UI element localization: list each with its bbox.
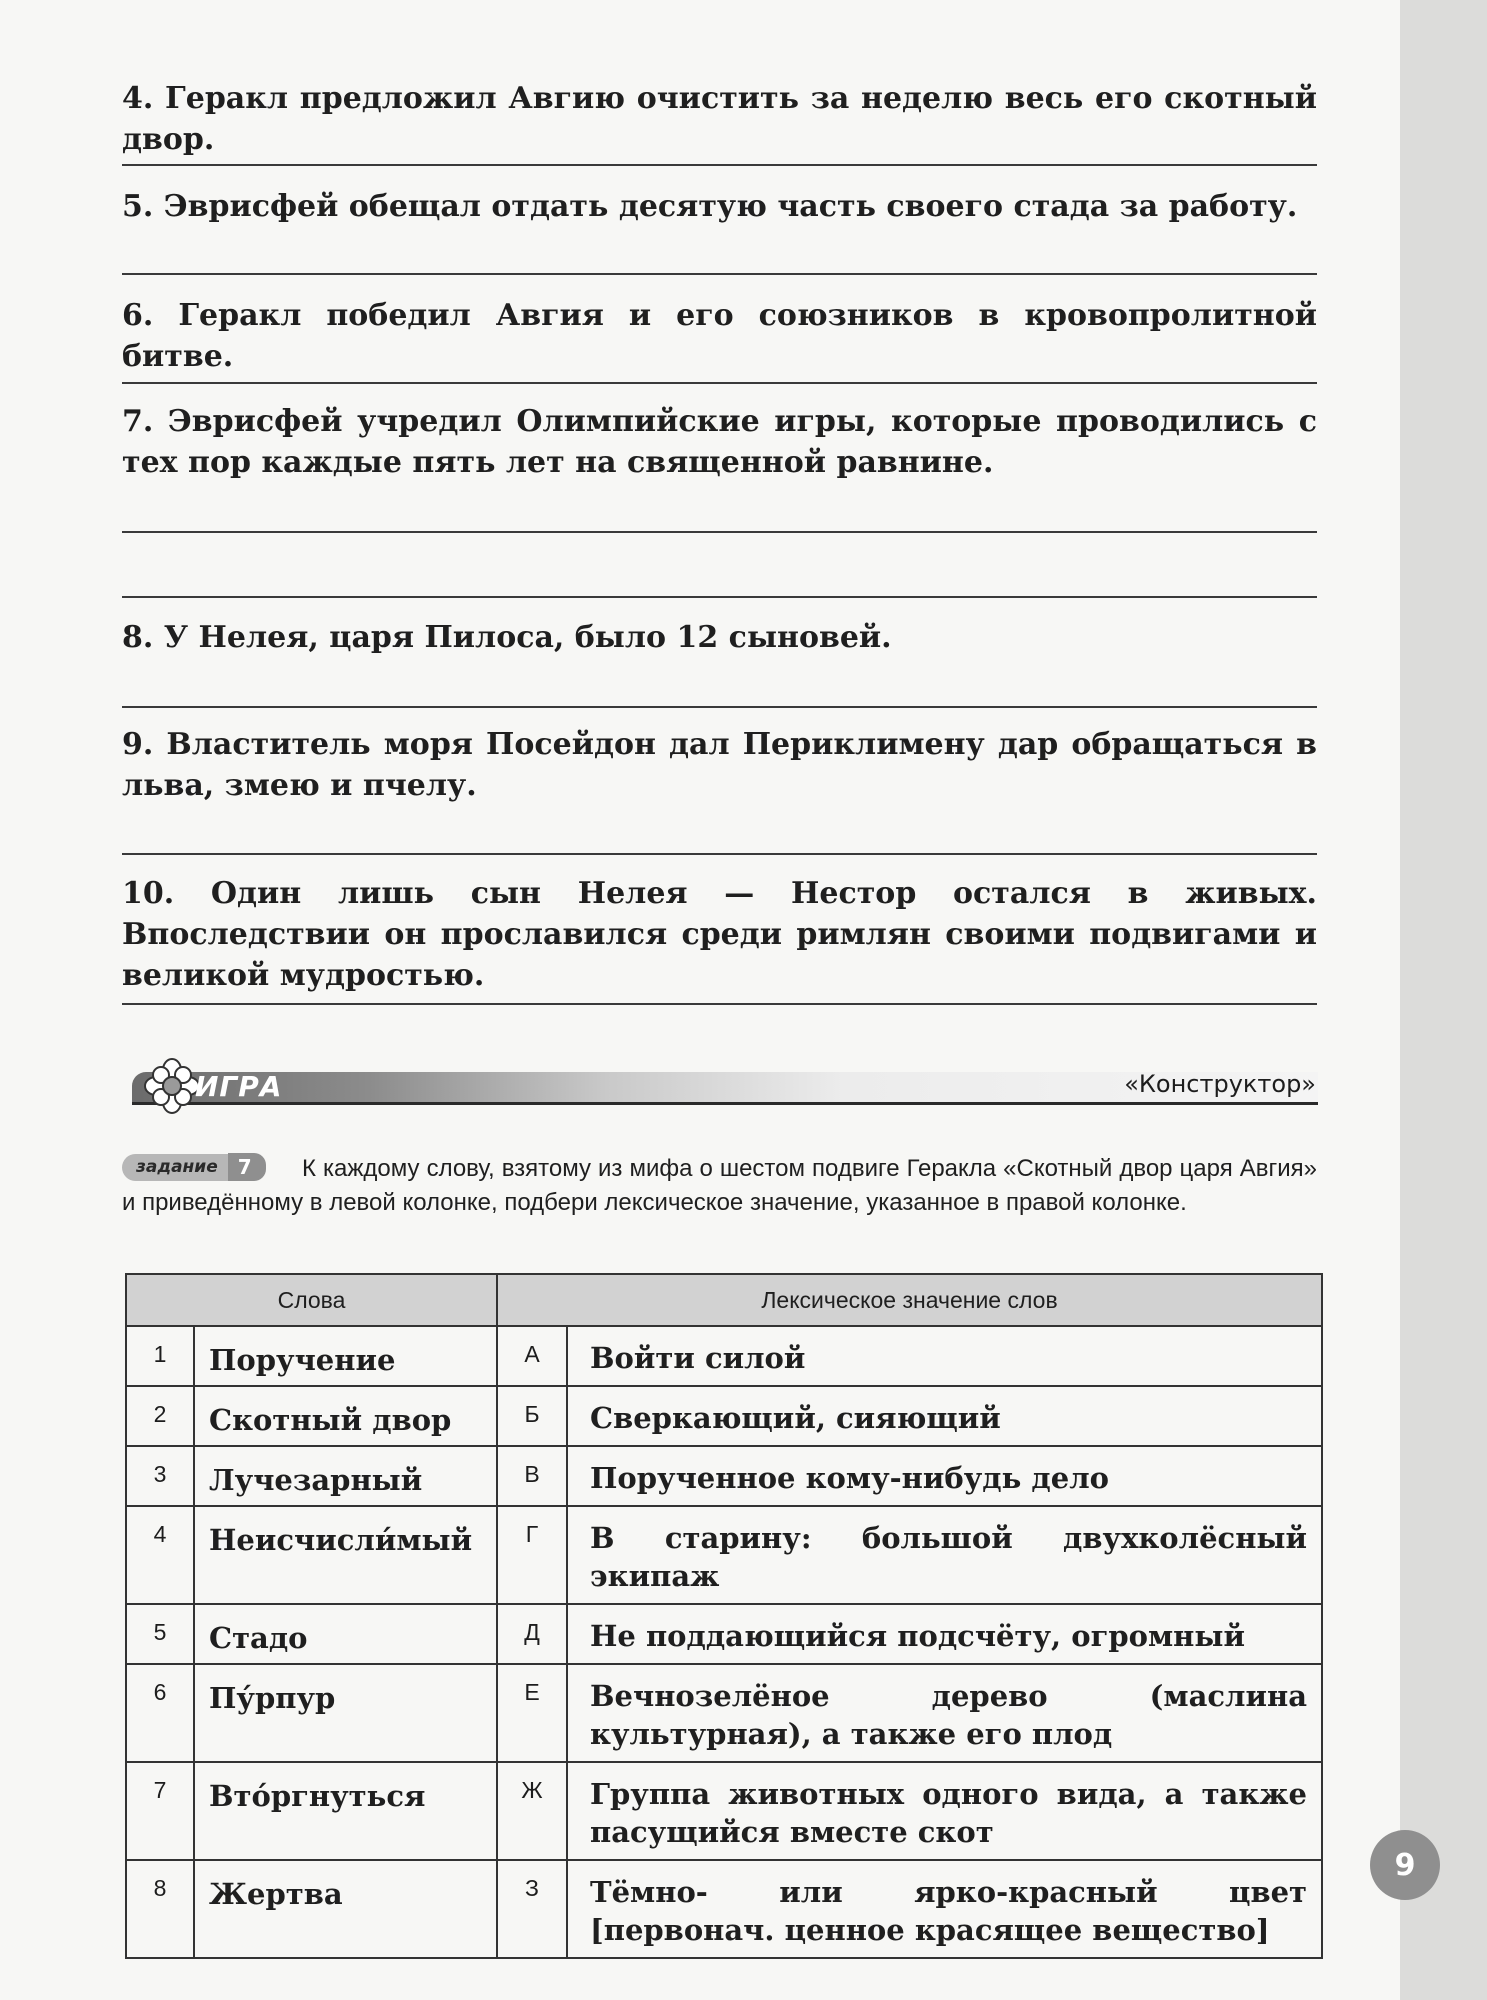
answer-line[interactable] bbox=[122, 273, 1317, 275]
statement-8: 8. У Нелея, царя Пилоса, было 12 сыновей. bbox=[122, 620, 892, 655]
row-letter: А bbox=[497, 1326, 567, 1386]
game-name: «Конструктор» bbox=[1124, 1070, 1316, 1098]
row-word: Лучезарный bbox=[194, 1446, 497, 1506]
answer-line[interactable] bbox=[122, 853, 1317, 855]
page-edge-shadow bbox=[1400, 0, 1487, 2000]
table-row bbox=[126, 1860, 1322, 1958]
row-number: 7 bbox=[126, 1762, 194, 1860]
row-number: 8 bbox=[126, 1860, 194, 1958]
row-number: 1 bbox=[126, 1326, 194, 1386]
row-number: 2 bbox=[126, 1386, 194, 1446]
row-letter: В bbox=[497, 1446, 567, 1506]
answer-line[interactable] bbox=[122, 382, 1317, 384]
row-word: Неисчисли́мый bbox=[194, 1506, 497, 1604]
table-row bbox=[126, 1762, 1322, 1860]
row-word: Жертва bbox=[194, 1860, 497, 1958]
row-letter: Б bbox=[497, 1386, 567, 1446]
row-word: Скотный двор bbox=[194, 1386, 497, 1446]
row-letter: Г bbox=[497, 1506, 567, 1604]
flower-icon bbox=[142, 1056, 202, 1116]
statement-4: 4. Геракл предложил Авгию очистить за неделю весь его скотный двор. bbox=[122, 81, 1317, 157]
row-meaning: Порученное кому-нибудь дело bbox=[567, 1446, 1322, 1506]
answer-line[interactable] bbox=[122, 596, 1317, 598]
page-number: 9 bbox=[1370, 1830, 1440, 1900]
matching-table bbox=[125, 1273, 1323, 1959]
row-letter: Ж bbox=[497, 1762, 567, 1860]
table-row bbox=[126, 1326, 1322, 1386]
answer-line[interactable] bbox=[122, 1003, 1317, 1005]
row-meaning: Вечнозелёное дерево (маслина культурная), а также его плод bbox=[567, 1664, 1322, 1762]
answer-line[interactable] bbox=[122, 164, 1317, 166]
row-number: 3 bbox=[126, 1446, 194, 1506]
statement-6: 6. Геракл победил Авгия и его союзников в кровопролитной битве. bbox=[122, 298, 1317, 374]
row-letter: Д bbox=[497, 1604, 567, 1664]
header-meanings: Лексическое значение слов bbox=[497, 1274, 1322, 1326]
table-row bbox=[126, 1506, 1322, 1604]
task-badge bbox=[122, 1152, 266, 1182]
game-section-banner bbox=[122, 1070, 1318, 1108]
statement-7: 7. Эврисфей учредил Олимпийские игры, которые проводились с тех пор каждые пять лет на священной равнине. bbox=[122, 404, 1317, 480]
statement-5: 5. Эврисфей обещал отдать десятую часть своего стада за работу. bbox=[122, 189, 1298, 224]
row-meaning: Сверкающий, сияющий bbox=[567, 1386, 1322, 1446]
row-meaning: В старину: большой двухколёсный экипаж bbox=[567, 1506, 1322, 1604]
row-meaning: Войти силой bbox=[567, 1326, 1322, 1386]
row-letter: З bbox=[497, 1860, 567, 1958]
answer-line[interactable] bbox=[122, 706, 1317, 708]
row-letter: Е bbox=[497, 1664, 567, 1762]
row-word: Пу́рпур bbox=[194, 1664, 497, 1762]
table-row bbox=[126, 1446, 1322, 1506]
answer-line[interactable] bbox=[122, 531, 1317, 533]
table-row bbox=[126, 1664, 1322, 1762]
row-word: Поручение bbox=[194, 1326, 497, 1386]
row-word: Стадо bbox=[194, 1604, 497, 1664]
table-row bbox=[126, 1386, 1322, 1446]
statement-9: 9. Властитель моря Посейдон дал Периклимену дар обращаться в льва, змею и пчелу. bbox=[122, 727, 1317, 803]
row-meaning: Не поддающийся подсчёту, огромный bbox=[567, 1604, 1322, 1664]
row-number: 4 bbox=[126, 1506, 194, 1604]
row-number: 6 bbox=[126, 1664, 194, 1762]
task-badge-number: 7 bbox=[228, 1153, 266, 1181]
header-words: Слова bbox=[126, 1274, 497, 1326]
table-row bbox=[126, 1604, 1322, 1664]
row-word: Вто́ргнуться bbox=[194, 1762, 497, 1860]
task-badge-label: задание bbox=[122, 1154, 228, 1181]
row-meaning: Группа животных одного вида, а также пасущийся вместе скот bbox=[567, 1762, 1322, 1860]
table-header-row bbox=[126, 1274, 1322, 1326]
task-instructions: К каждому слову, взятому из мифа о шестом подвиге Геракла «Скотный двор царя Авгия» и приведённому в левой колонке, подбери лексическое значение, указанное в правой колонке. bbox=[122, 1155, 1317, 1216]
row-meaning: Тёмно- или ярко-красный цвет [первонач. ценное красящее вещество] bbox=[567, 1860, 1322, 1958]
section-title: ИГРА bbox=[195, 1070, 283, 1103]
statement-10: 10. Один лишь сын Нелея — Нестор остался в живых. Впоследствии он прославился среди римлян своими подвигами и великой мудростью. bbox=[122, 876, 1317, 993]
row-number: 5 bbox=[126, 1604, 194, 1664]
